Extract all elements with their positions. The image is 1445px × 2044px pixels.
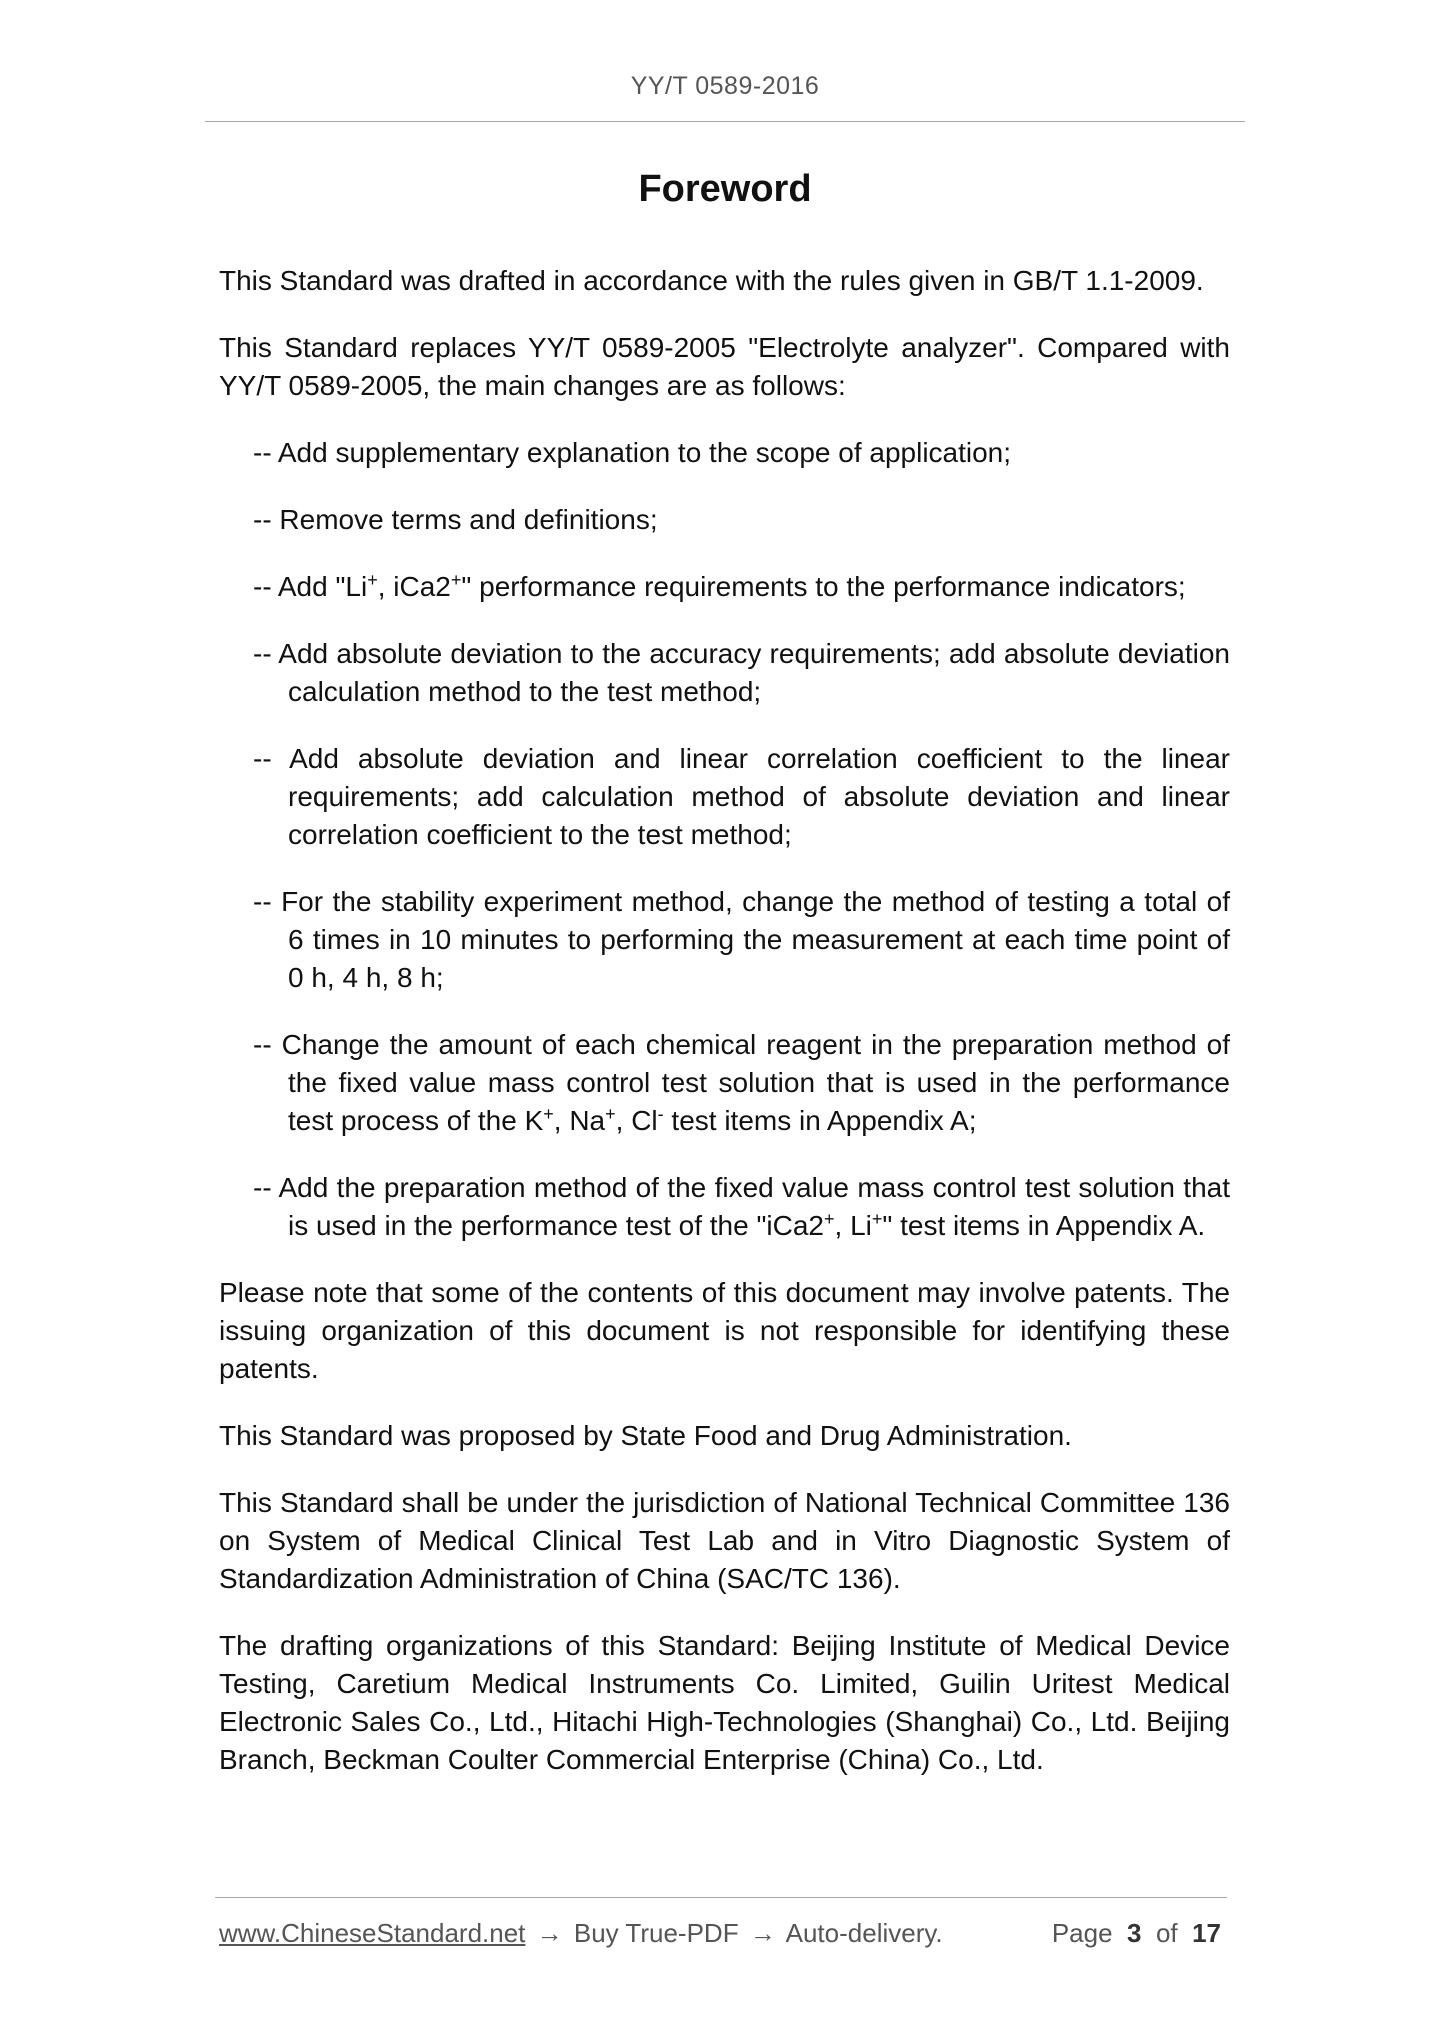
- change-item-preparation: -- Add the preparation method of the fixed value mass control test solution that is used in the performance test of the "iCa2+, Li+" test items in Appendix A.: [253, 1172, 1230, 1241]
- page-footer: [219, 1918, 1227, 1949]
- website-link[interactable]: www.ChineseStandard.net: [219, 1918, 526, 1948]
- change-item-performance: -- Add "Li+, iCa2+" performance requirements to the performance indicators;: [253, 570, 1186, 602]
- running-header: YY/T 0589-2016: [630, 72, 820, 100]
- arrow-right-icon: →: [536, 1918, 563, 1948]
- page-number: Page 3 of 17: [1051, 1918, 1221, 1948]
- change-item-reagent: -- Change the amount of each chemical reagent in the preparation method of the fixed value mass control test solution that is used in the performance test process of the K+, Na+, Cl- test items in Appendix A;: [253, 1029, 1230, 1136]
- paragraph-replaces: This Standard replaces YY/T 0589-2005 "Electrolyte analyzer". Compared with YY/T 0589-2005, the main changes are as follows:: [219, 332, 1230, 401]
- footer-divider: [215, 1897, 1227, 1898]
- change-item-terms: -- Remove terms and definitions;: [253, 504, 658, 535]
- header-divider: [205, 121, 1245, 122]
- paragraph-drafting-rules: This Standard was drafted in accordance with the rules given in GB/T 1.1-2009.: [219, 265, 1204, 296]
- footer-buy-text: Buy True-PDF: [573, 1918, 739, 1948]
- body-text: [219, 262, 1230, 1808]
- paragraph-proposed-by: This Standard was proposed by State Food and Drug Administration.: [219, 1420, 1072, 1451]
- change-item-linear: -- Add absolute deviation and linear correlation coefficient to the linear requirements; add calculation method of absolute deviation and linear correlation coefficient to the test method;: [253, 743, 1230, 850]
- change-item-stability: -- For the stability experiment method, change the method of testing a total of 6 times in 10 minutes to performing the measurement at each time point of 0 h, 4 h, 8 h;: [253, 886, 1230, 993]
- change-item-accuracy: -- Add absolute deviation to the accuracy requirements; add absolute deviation calculation method to the test method;: [253, 638, 1230, 707]
- arrow-right-icon: →: [749, 1918, 776, 1948]
- paragraph-patents: Please note that some of the contents of this document may involve patents. The issuing organization of this document is not responsible for identifying these patents.: [219, 1277, 1230, 1384]
- page-title: Foreword: [638, 168, 812, 210]
- footer-delivery-text: Auto-delivery.: [785, 1918, 943, 1948]
- change-item-scope: -- Add supplementary explanation to the scope of application;: [253, 437, 1012, 468]
- paragraph-drafting-organizations: The drafting organizations of this Standard: Beijing Institute of Medical Device Testing, Caretium Medical Instruments Co. Limited, Guilin Uritest Medical Electronic Sales Co., Ltd., Hitachi High-Technologies (Shanghai) Co., Ltd. Beijing Branch, Beckman Coulter Commercial Enterprise (China) Co., Ltd.: [219, 1630, 1230, 1775]
- paragraph-jurisdiction: This Standard shall be under the jurisdiction of National Technical Committee 136 on System of Medical Clinical Test Lab and in Vitro Diagnostic System of Standardization Administration of China (SAC/TC 136).: [219, 1487, 1230, 1594]
